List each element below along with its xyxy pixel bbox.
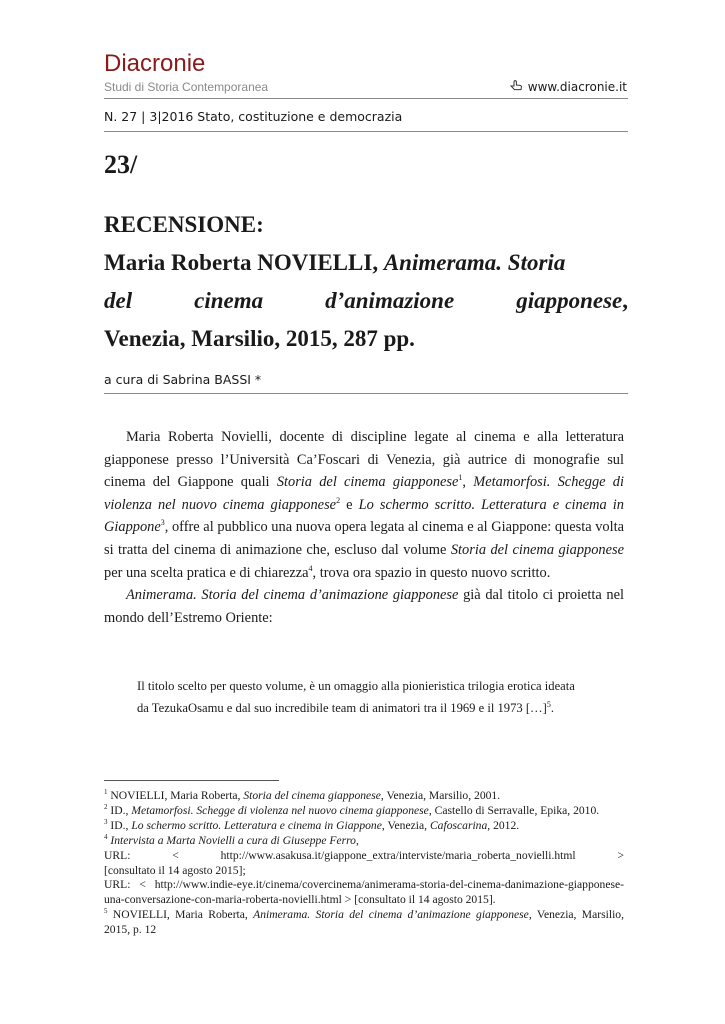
- footnote-5: $^5$ NOVIELLI, Maria Roberta, Animerama. Storia del cinema d’animazione giapponese, Venezia, Marsilio, 2015, p. 12: [104, 907, 624, 937]
- footnote-4: $^4$ Intervista a Marta Novielli a cura di Giuseppe Ferro,: [104, 832, 359, 847]
- header-divider: [104, 98, 628, 99]
- block-quote: Il titolo scelto per questo volume, è un omaggio alla pionieristica trilogia erotica ideata da TezukaOsamu e dal suo incredibile team di animatori tra il 1969 e il 1973 […]$^5$.: [137, 679, 575, 715]
- footnote-ref[interactable]: 4: [308, 563, 313, 573]
- footnote-4-url-1[interactable]: URL: < http://www.asakusa.it/giappone_extra/interviste/maria_roberta_novielli.html >: [104, 848, 624, 862]
- footnote-ref[interactable]: 3: [160, 518, 165, 528]
- pointer-hand-icon: [510, 79, 523, 94]
- footnote-1: $^1$ NOVIELLI, Maria Roberta, Storia del cinema giapponese, Venezia, Marsilio, 2001.: [104, 788, 501, 802]
- footnote-4-accessed-1: [consultato il 14 agosto 2015];: [104, 863, 246, 877]
- journal-tagline: Studi di Storia Contemporanea: [104, 80, 269, 94]
- paragraph-2: Animerama. Storia del cinema d’animazione giapponese già dal titolo ci proietta nel mondo dell’Estremo Oriente:: [104, 587, 625, 626]
- footnote-ref[interactable]: 2: [336, 495, 341, 505]
- footnote-divider: [104, 780, 279, 781]
- issue-info: N. 27 | 3|2016 Stato, costituzione e democrazia: [104, 109, 403, 124]
- site-url[interactable]: www.diacronie.it: [527, 79, 627, 94]
- footnote-ref[interactable]: 1: [458, 473, 463, 483]
- footnote-2: $^2$ ID., Metamorfosi. Schegge di violenza nel nuovo cinema giapponese, Castello di Serravalle, Epika, 2010.: [104, 803, 600, 817]
- article-heading: RECENSIONE:: [104, 212, 264, 237]
- paragraph-1: Maria Roberta Novielli, docente di discipline legate al cinema e alla letteratura giapponese presso l’Università Ca’Foscari di Venezia, già autrice di monografie sul cinema del Giappone quali Storia del cinema giapponese$^1$, Metamorfosi. Schegge di violenza nel nuovo cinema giapponese$^2$ e Lo schermo scritto. Letteratura e cinema in Giappone$^3$, offre al pubblico una nuova opera legata al cinema e al Giappone: questa volta si tratta del cinema di animazione che, escluso dal volume Storia del cinema giapponese per una scelta pratica e di chiarezza$^4$, trova ora spazio in questo nuovo scritto.: [104, 429, 624, 581]
- footnote-4-url-2[interactable]: URL: < http://www.indie-eye.it/cinema/covercinema/animerama-storia-del-cinema-danimazione-giapponese-una-conversazione-con-maria-roberta-novielli.html > [consultato il 14 agosto 2015].: [104, 878, 624, 907]
- issue-divider: [104, 131, 628, 132]
- reviewed-book-line-3: Venezia, Marsilio, 2015, 287 pp.: [104, 326, 415, 351]
- review-author: a cura di Sabrina BASSI *: [104, 372, 262, 387]
- footnote-3: $^3$ ID., Lo schermo scritto. Letteratura e cinema in Giappone, Venezia, Cafoscarina, 2012.: [104, 817, 520, 832]
- review-body: [104, 426, 624, 629]
- article-number: 23/: [104, 150, 138, 179]
- footnotes: [104, 789, 624, 938]
- reviewed-book-line-1: Maria Roberta NOVIELLI, Animerama. Storia: [104, 250, 566, 275]
- title-divider: [104, 393, 628, 394]
- journal-brand: Diacronie: [104, 50, 206, 77]
- footnote-ref[interactable]: 5: [546, 699, 551, 709]
- site-link[interactable]: [510, 79, 627, 94]
- reviewed-book-line-2: del cinema d’animazione giapponese,: [104, 288, 628, 313]
